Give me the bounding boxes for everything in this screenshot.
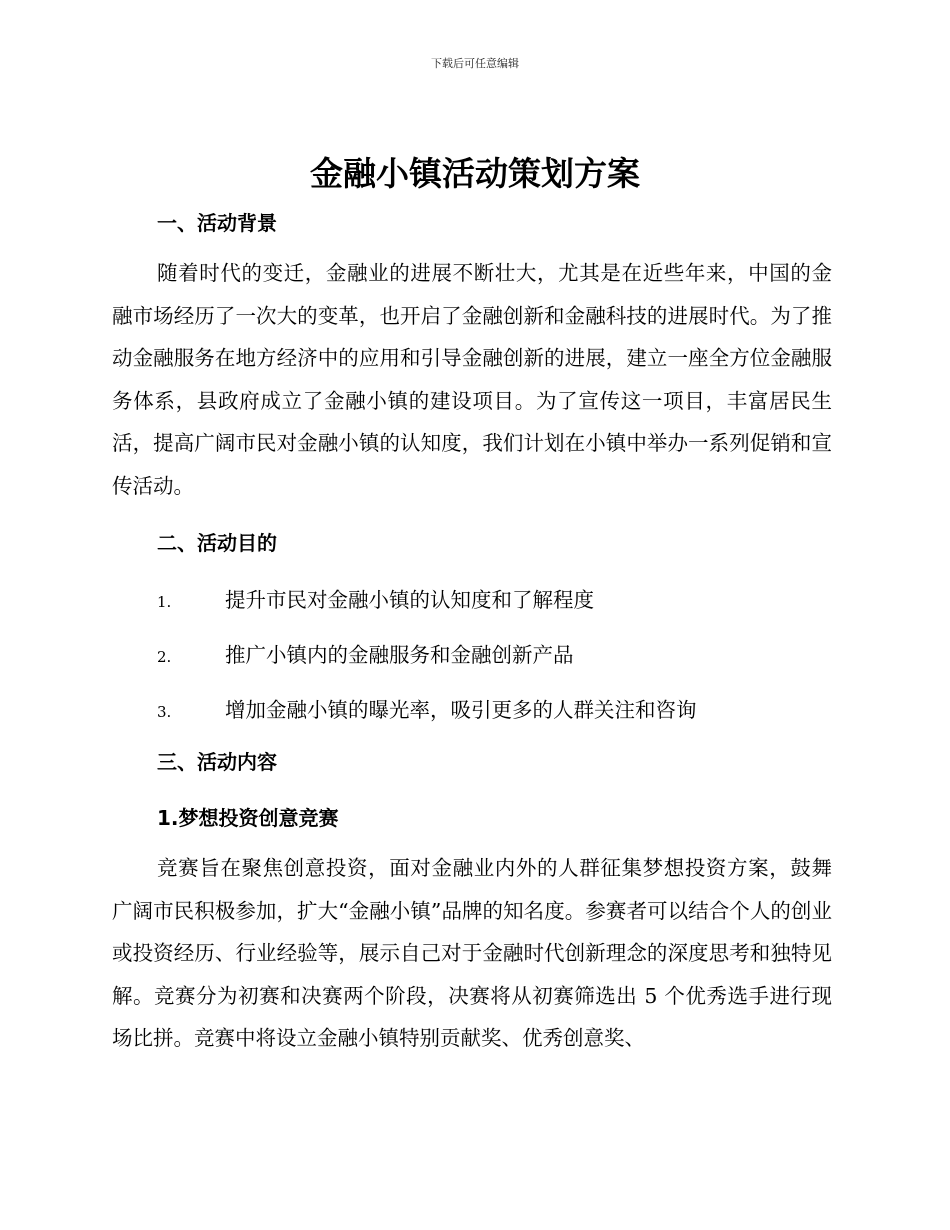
page-title: 金融小镇活动策划方案 (310, 154, 640, 193)
list-item-text: 推广小镇内的金融服务和金融创新产品 (225, 643, 574, 667)
list-item-text: 增加金融小镇的曝光率，吸引更多的人群关注和咨询 (225, 698, 697, 722)
list-item-text: 提升市民对金融小镇的认知度和了解程度 (225, 588, 594, 612)
section-heading-content: 三、活动内容 (157, 750, 277, 774)
list-item (157, 583, 594, 613)
subsection-heading-competition: 1.梦想投资创意竞赛 (157, 806, 339, 830)
section-heading-background: 一、活动背景 (157, 211, 277, 235)
list-item (157, 638, 574, 668)
competition-paragraph: 竞赛旨在聚焦创意投资，面对金融业内外的人群征集梦想投资方案，鼓舞广阔市民积极参加，扩大“金融小镇”品牌的知名度。参赛者可以结合个人的创业或投资经历、行业经验等，展示自己对于金融时代创新理念的深度思考和独特见解。竞赛分为初赛和决赛两个阶段，决赛将从初赛筛选出 5 个优秀选手进行现场比拼。竞赛中将设立金融小镇特别贡献奖、优秀创意奖、 (112, 856, 832, 1050)
list-item-number: 1. (157, 593, 172, 611)
list-item-number: 3. (157, 703, 172, 721)
list-item-number: 2. (157, 648, 172, 666)
header-note: 下载后可任意编辑 (431, 57, 519, 70)
list-item (157, 693, 697, 723)
background-paragraph: 随着时代的变迁，金融业的进展不断壮大，尤其是在近些年来，中国的金融市场经历了一次大的变革，也开启了金融创新和金融科技的进展时代。为了推动金融服务在地方经济中的应用和引导金融创新的进展，建立一座全方位金融服务体系，县政府成立了金融小镇的建设项目。为了宣传这一项目，丰富居民生活，提高广阔市民对金融小镇的认知度，我们计划在小镇中举办一系列促销和宣传活动。 (112, 261, 832, 498)
section-heading-purpose: 二、活动目的 (157, 531, 277, 555)
